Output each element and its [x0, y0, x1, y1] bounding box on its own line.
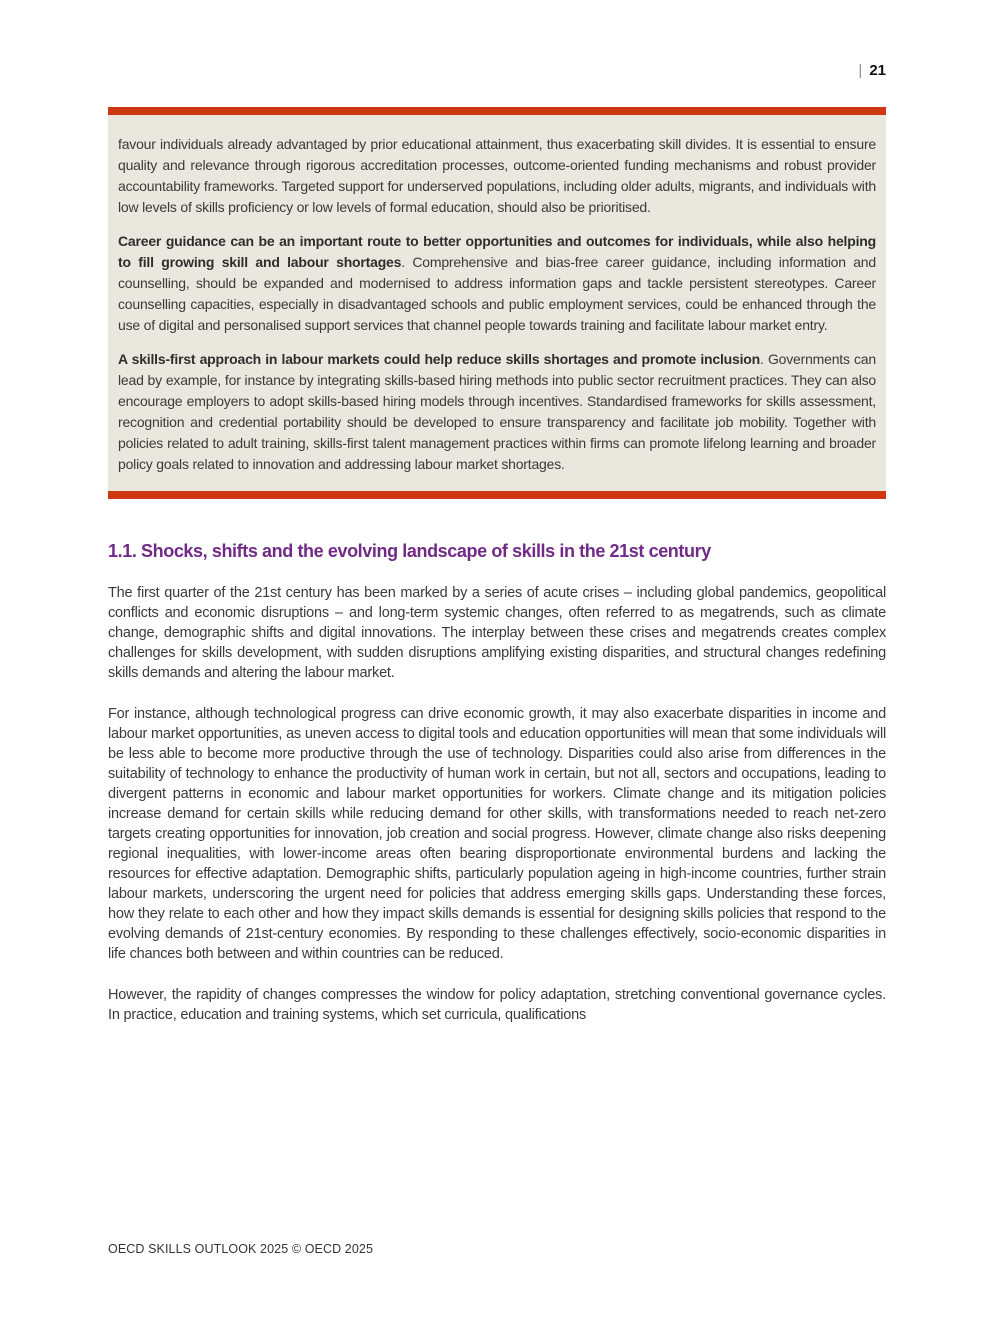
section-heading: 1.1. Shocks, shifts and the evolving landscape of skills in the 21st century	[108, 541, 711, 561]
box-paragraph-bold-lead: A skills-first approach in labour markets could help reduce skills shortages and promote inclusion	[118, 351, 761, 367]
page-number-separator: |	[858, 62, 863, 79]
executive-summary-box	[108, 107, 886, 499]
page-header	[108, 62, 886, 80]
box-paragraph-bold-lead: Career guidance can be an important route to better opportunities and outcomes for individuals, while also helping to fill growing skill and labour shortages	[118, 233, 876, 270]
box-paragraph	[118, 231, 876, 336]
body-paragraph: The first quarter of the 21st century has been marked by a series of acute crises – including global pandemics, geopolitical conflicts and economic disruptions – and long-term systemic changes, often referred to as megatrends, such as climate change, demographic shifts and digital innovations. The interplay between these crises and megatrends creates complex challenges for skills development, with sudden disruptions amplifying existing disparities, and structural changes redefining skills demands and altering the labour market.	[108, 585, 886, 681]
page-footer: OECD SKILLS OUTLOOK 2025 © OECD 2025	[108, 1242, 374, 1256]
box-paragraph-text: . Governments can lead by example, for instance by integrating skills-based hiring methods into public sector recruitment practices. They can also encourage employers to adopt skills-based hiring models through incentives. Standardised frameworks for skills assessment, recognition and credential portability should be developed to ensure transparency and facilitate job mobility. Together with policies related to adult training, skills-first talent management practices within firms can promote lifelong learning and broader policy goals related to innovation and addressing labour market shortages.	[118, 351, 876, 472]
box-paragraph-text: . Comprehensive and bias-free career guidance, including information and counselling, should be expanded and modernised to address information gaps and tackle persistent stereotypes. Career counselling capacities, especially in disadvantaged schools and public employment services, could be enhanced through the use of digital and personalised support services that channel people towards training and facilitate labour market entry.	[118, 254, 876, 333]
box-paragraph	[118, 349, 876, 475]
body-paragraph: For instance, although technological progress can drive economic growth, it may also exacerbate disparities in income and labour market opportunities, as uneven access to digital tools and education opportunities will mean that some individuals will be less able to become more productive through the use of technology. Disparities could also arise from differences in the suitability of technology to enhance the productivity of human work in certain, but not all, sectors and occupations, leading to divergent patterns in economic and labour market opportunities for workers. Climate change and its mitigation policies increase demand for certain skills while reducing demand for other skills, with transformations needed to reach net-zero targets creating opportunities for innovation, job creation and social progress. However, climate change also risks deepening regional inequalities, with lower-income areas often bearing disproportionate environmental burdens and lacking the resources for effective adaptation. Demographic shifts, particularly population ageing in high-income countries, further strain labour markets, underscoring the urgent need for policies that address emerging skills gaps. Understanding these forces, how they relate to each other and how they impact skills demands is essential for designing skills policies that respond to the evolving demands of 21st-century economies. By responding to these challenges effectively, socio-economic disparities in life chances both between and within countries can be reduced.	[108, 706, 886, 962]
page-number: 21	[869, 62, 886, 79]
box-paragraph	[118, 134, 876, 218]
box-paragraph-text: favour individuals already advantaged by prior educational attainment, thus exacerbating skill divides. It is essential to ensure quality and relevance through rigorous accreditation processes, outcome-oriented funding mechanisms and robust provider accountability frameworks. Targeted support for underserved populations, including older adults, migrants, and individuals with low levels of skills proficiency or low levels of formal education, should also be prioritised.	[118, 136, 876, 215]
body-paragraph: However, the rapidity of changes compresses the window for policy adaptation, stretching conventional governance cycles. In practice, education and training systems, which set curricula, qualifications	[108, 987, 886, 1023]
